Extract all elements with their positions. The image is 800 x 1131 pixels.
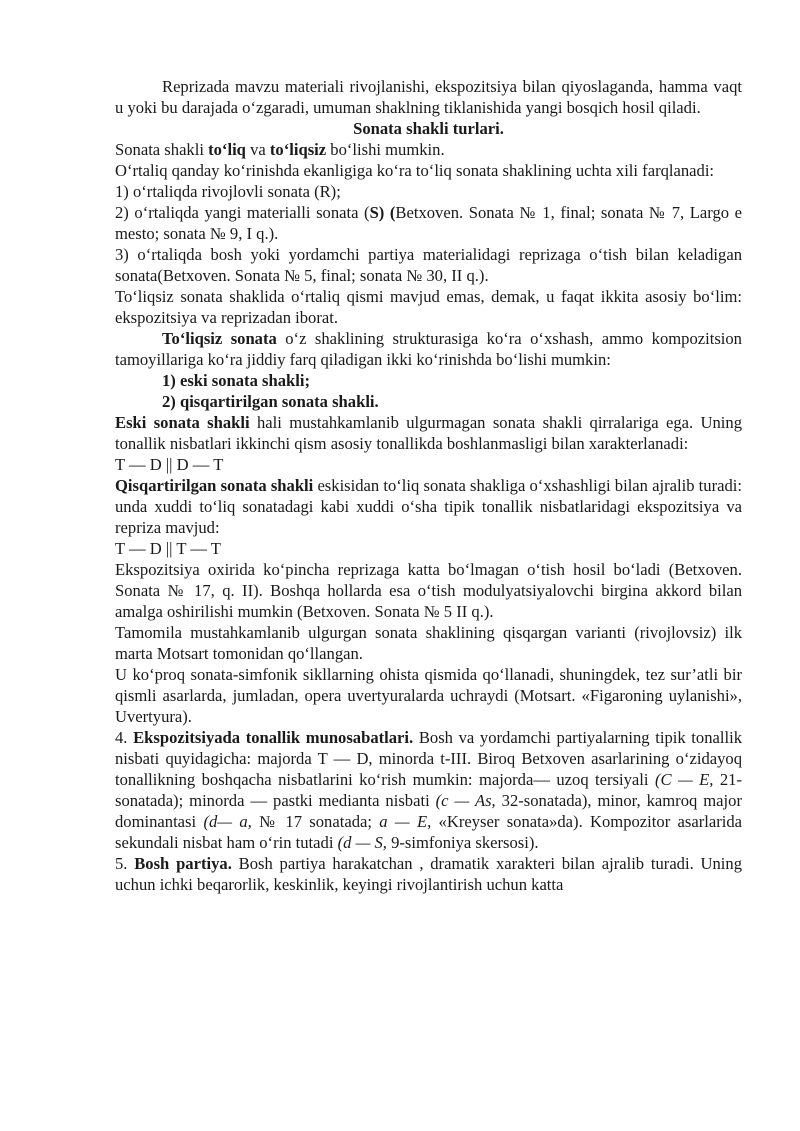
document-page [115,76,742,895]
paragraph-middle-types: O‘rtaliq qanday ko‘rinishda ekanligiga ko‘ra to‘liq sonata shaklining uchta xili farqlanadi: [115,161,715,180]
tonal-formula-old: T — D || D — T [115,455,224,474]
paragraph-incomplete-forms: To‘liqsiz sonata o‘z shaklining strukturasiga ko‘ra o‘xshash, ammo kompozitsion tamoyillariga ko‘ra jiddiy farq qiladigan ikki ko‘rinishda bo‘lishi mumkin: [115,329,742,369]
paragraph-mozart-variant: Tamomila mustahkamlanib ulgurgan sonata shaklining qisqargan varianti (rivojlovsiz) ilk marta Motsart tomonidan qo‘llangan. [115,623,742,663]
list-item-development-sonata: 1) o‘rtaliqda rivojlovli sonata (R); [115,182,341,201]
paragraph-old-sonata: Eski sonata shakli hali mustahkamlanib ulgurmagan sonata shakli qirralariga ega. Uning tonallik nisbatlari ikkinchi qism asosiy tonallikda boshlanmasligi bilan xarakterlanadi: [115,413,743,453]
list-item-old-sonata: 1) eski sonata shakli; [162,371,310,390]
section-heading: Sonata shakli turlari. [353,119,504,138]
list-item-new-material-sonata: 2) o‘rtaliqda yangi materialli sonata (S) (Betxoven. Sonata № 1, final; sonata № 7, Largo e mesto; sonata № 9, I q.). [115,203,742,243]
paragraph-usage: U ko‘proq sonata-simfonik sikllarning ohista qismida qo‘llanadi, shuningdek, tez sur’atli bir qismli asarlarda, jumladan, opera uvertyuralarda uchraydi (Motsart. «Figaroning uylanishi», Uvertyura). [115,665,742,726]
paragraph-exposition-end: Ekspozitsiya oxirida ko‘pincha reprizaga katta bo‘lmagan o‘tish hosil bo‘ladi (Betxoven. Sonata № 17, q. II). Boshqa hollarda esa o‘tish modulyatsiyalovchi birgina akkord bilan amalga oshirilishi mumkin (Betxoven. Sonata № 5 II q.). [115,560,742,621]
paragraph-shortened-sonata: Qisqartirilgan sonata shakli eskisidan to‘liq sonata shakliga o‘xshashligi bilan ajralib turadi: unda xuddi to‘liq sonatadagi kabi xuddi o‘sha tipik tonallik nisbatlaridagi ekspozitsiya va repriza mavjud: [115,476,742,537]
tonal-formula-shortened: T — D || T — T [115,539,221,558]
list-item-shortened-sonata: 2) qisqartirilgan sonata shakli. [162,392,379,411]
paragraph-sonata-kinds: Sonata shakli to‘liq va to‘liqsiz bo‘lishi mumkin. [115,140,445,159]
paragraph-tonal-relations: 4. Ekspozitsiyada tonallik munosabatlari. Bosh va yordamchi partiyalarning tipik tonallik nisbati quyidagicha: majorda T — D, minorda t-III. Biroq Betxoven asarlarining o‘zidayoq tonallikning boshqacha nisbatlarini ko‘rish mumkin: majorda— uzoq tersiyali (C — E, 21- sonatada); minorda — pastki medianta nisbati (c — As, 32-sonatada), minor, kamroq major dominantasi (d— a, № 17 sonatada; a — E, «Kreyser sonata»da). Kompozitor asarlarida sekundali nisbat ham o‘rin tutadi (d — S, 9-simfoniya skersosi). [115,728,743,852]
paragraph-reprise: Reprizada mavzu materiali rivojlanishi, ekspozitsiya bilan qiyoslaganda, hamma vaqt u yoki bu darajada o‘zgaradi, umuman shaklning tiklanishida yangi bosqich hosil qiladi. [115,77,742,117]
list-item-transition-sonata: 3) o‘rtaliqda bosh yoki yordamchi partiya materialidagi reprizaga o‘tish bilan keladigan sonata(Betxoven. Sonata № 5, final; sonata № 30, II q.). [115,245,742,285]
paragraph-main-theme: 5. Bosh partiya. Bosh partiya harakatchan , dramatik xarakteri bilan ajralib turadi. Uning uchun ichki beqarorlik, keskinlik, keyingi rivojlantirish uchun katta [115,854,743,894]
paragraph-incomplete-sonata: To‘liqsiz sonata shaklida o‘rtaliq qismi mavjud emas, demak, u faqat ikkita asosiy bo‘lim: ekspozitsiya va reprizadan iborat. [115,287,742,327]
